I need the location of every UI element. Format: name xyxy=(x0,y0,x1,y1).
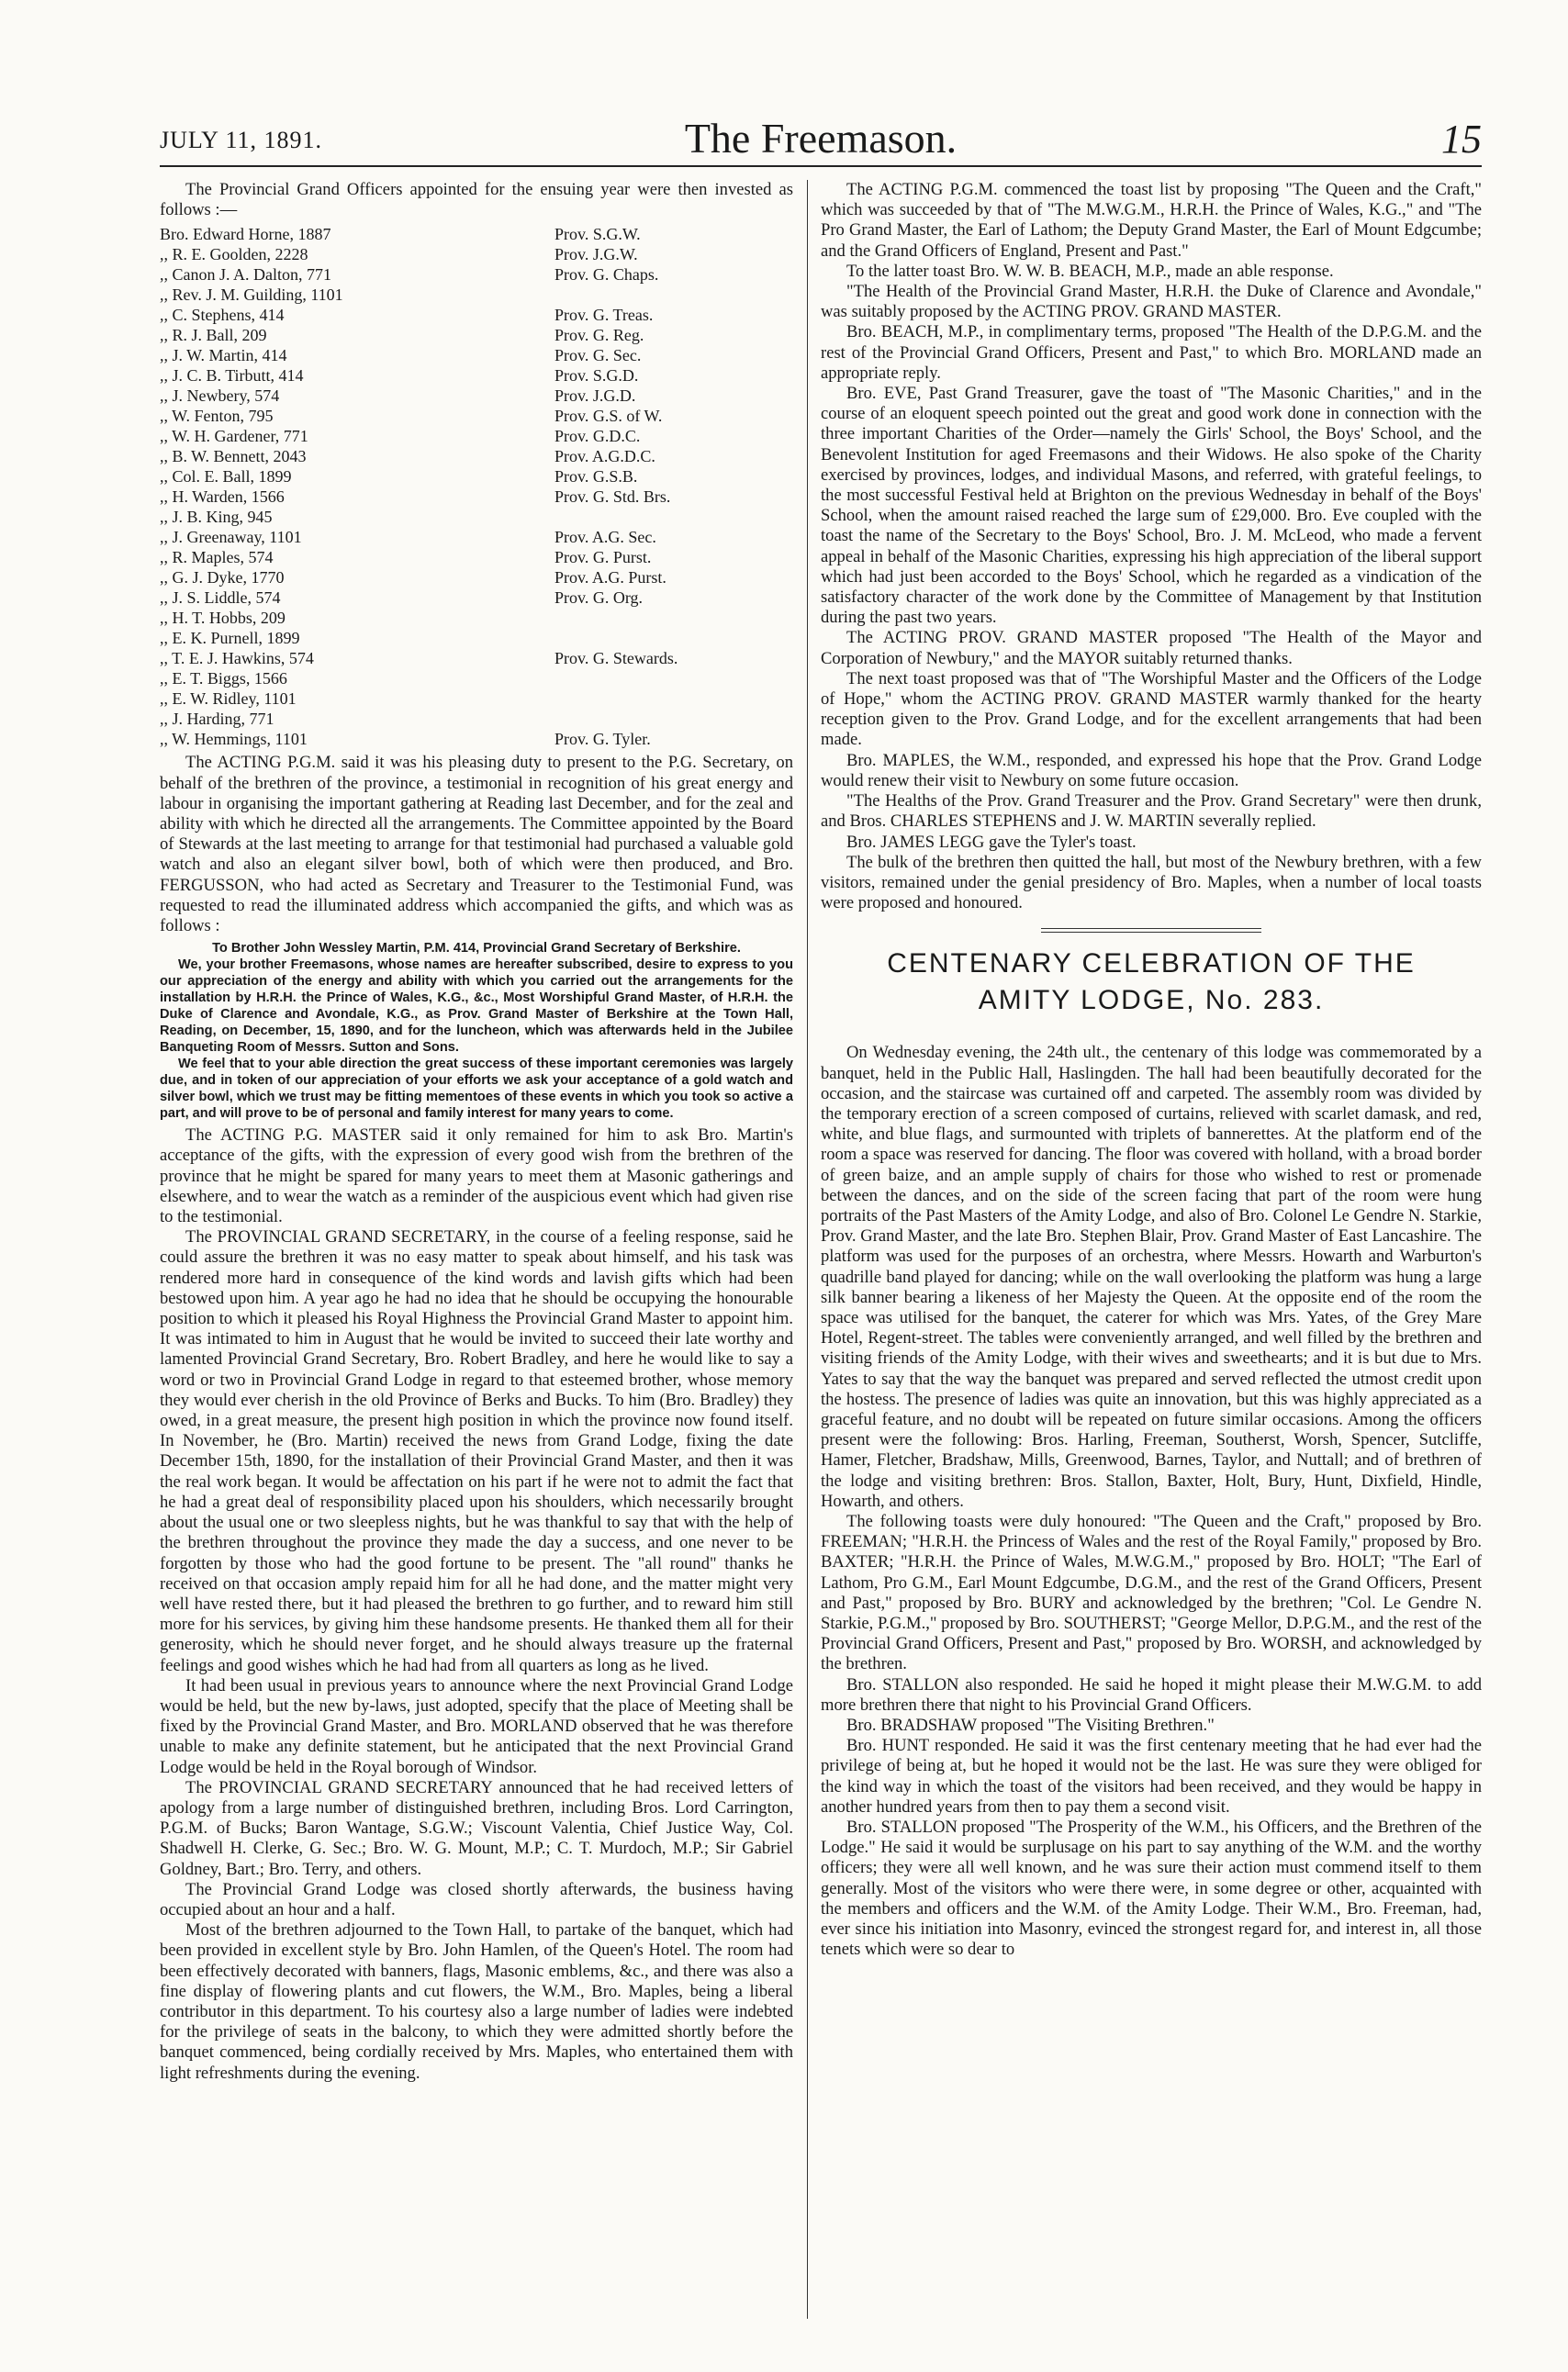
officer-name: ,, Col. E. Ball, 1899 xyxy=(160,467,292,487)
officer-office: Prov. G. Purst. xyxy=(554,548,652,567)
officer-office xyxy=(554,709,793,729)
paragraph: Bro. EVE, Past Grand Treasurer, gave the toast of "The Masonic Charities," and in the course of an eloquent speech pointed out the great and good work done in connection with the three important Charities of the Order—namely the Girls' School, the Boys' School, and the Benevolent Institution for aged Freemasons and their Widows. He also spoke of the Charity exercised by provinces, lodges, and individual Masons, and referred, with grateful feelings, to the most successful Festival held at Brighton on the previous Wednesday in behalf of the Boys' School, when the amount raised reached the large sum of £29,000. Bro. Eve coupled with the toast the name of the Secretary to the Boys' School, Bro. J. M. McLeod, who made a fervent appeal in behalf of the Masonic Charities, expressing his high appreciation of the liberal support which had just been accorded to the Boys' School, which he regarded as a vindication of the satisfactory character of the work done by the Committee of Management by that Institution during the past two years. xyxy=(821,384,1482,628)
officer-office: Prov. G. Tyler. xyxy=(554,730,651,749)
officer-row xyxy=(160,668,793,688)
paragraph: The PROVINCIAL GRAND SECRETARY announced that he had received letters of apology from a large number of distinguished brethren, including Bros. Lord Carrington, P.G.M. of Bucks; Baron Wantage, S.G.W.; Viscount Valentia, Chief Justice Way, Col. Shadwell H. Clerke, G. Sec.; Bro. W. G. Mount, M.P.; C. T. Murdoch, M.P.; Sir Gabriel Goldney, Bart.; Bro. Terry, and others. xyxy=(160,1777,793,1879)
officer-office: Prov. G. Std. Brs. xyxy=(554,487,671,507)
officer-row xyxy=(160,709,793,729)
officer-row xyxy=(160,406,793,426)
page-header xyxy=(160,110,1482,167)
paragraph: Bro. BEACH, M.P., in complimentary terms, proposed "The Health of the D.P.G.M. and the rest of the Provincial Grand Officers, Present and Past," to which Bro. MORLAND made an appropriate reply. xyxy=(821,322,1482,383)
paragraph: To the latter toast Bro. W. W. B. BEACH, M.P., made an able response. xyxy=(846,261,1334,281)
officer-name: ,, J. B. King, 945 xyxy=(160,508,273,527)
officer-row xyxy=(160,305,793,325)
paragraph: The ACTING P.G. MASTER said it only remained for him to ask Bro. Martin's acceptance of the gifts, with the expression of every good wish from the brethren of the province that he might be spared for many years to meet them at Masonic gatherings and elsewhere, and to wear the watch as a reminder of the auspicious event which had given rise to the testimonial. xyxy=(160,1125,793,1227)
officer-name: ,, J. Greenaway, 1101 xyxy=(160,528,302,547)
officer-row xyxy=(160,507,793,527)
officer-row xyxy=(160,487,793,507)
officer-office: Prov. J.G.W. xyxy=(554,245,638,264)
officer-row xyxy=(160,426,793,446)
masthead-title: The Freemason. xyxy=(684,115,958,162)
officers-list xyxy=(160,224,793,749)
officer-name: ,, J. W. Martin, 414 xyxy=(160,346,287,365)
officer-office xyxy=(554,285,793,305)
paragraph: The bulk of the brethren then quitted the hall, but most of the Newbury brethren, with a few visitors, remained under the genial presidency of Bro. Maples, when a number of local toasts were proposed and honoured. xyxy=(821,852,1482,913)
officer-row xyxy=(160,264,793,285)
officer-name: ,, R. Maples, 574 xyxy=(160,548,274,567)
paragraph: Bro. BRADSHAW proposed "The Visiting Brethren." xyxy=(846,1716,1215,1736)
officer-row xyxy=(160,648,793,668)
officer-office: Prov. A.G. Sec. xyxy=(554,528,656,547)
officer-row xyxy=(160,567,793,587)
officer-name: ,, Canon J. A. Dalton, 771 xyxy=(160,265,331,285)
officer-name: ,, H. Warden, 1566 xyxy=(160,487,285,507)
officer-office: Prov. G. Reg. xyxy=(554,326,644,345)
officer-office: Prov. G. Treas. xyxy=(554,306,654,325)
officer-row xyxy=(160,244,793,264)
right-column xyxy=(821,180,1482,2328)
paragraph: The ACTING P.G.M. said it was his pleasing duty to present to the P.G. Secretary, on behalf of the brethren of the province, a testimonial in recognition of his great energy and labour in organising the important gathering at Reading last December, and for the zeal and ability with which he directed all the arrangements. The Committee appointed by the Board of Stewards at the last meeting to arrange for that testimonial had purchased a valuable gold watch and also an elegant silver bowl, both of which were then produced, and Bro. FERGUSSON, who had acted as Secretary and Treasurer to the Testimonial Fund, was requested to read the illuminated address which accompanied the gifts, and which was as follows : xyxy=(160,753,793,936)
paragraph: The next toast proposed was that of "The Worshipful Master and the Officers of the Lodge of Hope," whom the ACTING PROV. GRAND MASTER warmly thanked for the hearty reception given to the Prov. Grand Lodge, and for the excellent arrangements that had been made. xyxy=(821,668,1482,750)
officer-name: ,, J. Newbery, 574 xyxy=(160,386,280,406)
officer-name: ,, J. S. Liddle, 574 xyxy=(160,588,281,608)
paragraph: "The Healths of the Prov. Grand Treasurer and the Prov. Grand Secretary" were then drunk, and Bros. CHARLES STEPHENS and J. W. MARTIN severally replied. xyxy=(821,791,1482,832)
officer-row xyxy=(160,729,793,749)
officer-office: Prov. J.G.D. xyxy=(554,386,636,406)
officer-row xyxy=(160,446,793,466)
officer-row xyxy=(160,386,793,406)
paragraph: Bro. MAPLES, the W.M., responded, and expressed his hope that the Prov. Grand Lodge would renew their visit to Newbury on some future occasion. xyxy=(821,750,1482,790)
address-recipient: To Brother John Wessley Martin, P.M. 414, Provincial Grand Secretary of Berkshire. xyxy=(212,941,741,957)
page-number: 15 xyxy=(1441,117,1482,162)
officer-office: Prov. G. Org. xyxy=(554,588,644,608)
officers-intro: The Provincial Grand Officers appointed for the ensuing year were then invested as follows :— xyxy=(160,180,793,220)
column-rule xyxy=(807,180,808,2319)
officer-office xyxy=(554,668,793,688)
officer-office: Prov. A.G.D.C. xyxy=(554,447,655,466)
officer-name: Bro. Edward Horne, 1887 xyxy=(160,225,331,244)
paragraph: The Provincial Grand Lodge was closed shortly afterwards, the business having occupied about an hour and a half. xyxy=(160,1879,793,1919)
officer-row xyxy=(160,628,793,648)
officer-row xyxy=(160,224,793,244)
officer-name: ,, T. E. J. Hawkins, 574 xyxy=(160,649,314,668)
address-paragraph: We feel that to your able direction the great success of these important ceremonies was largely due, and in token of our appreciation of your efforts we ask your acceptance of a gold watch and silver bowl, which we trust may be fitting mementoes of these events in which you took so active a part, and will prove to be of personal and family interest for many years to come. xyxy=(160,1057,793,1122)
officer-name: ,, W. H. Gardener, 771 xyxy=(160,427,308,446)
officer-name: ,, W. Hemmings, 1101 xyxy=(160,730,308,749)
article-columns xyxy=(160,180,1482,2335)
paragraph: Bro. STALLON proposed "The Prosperity of the W.M., his Officers, and the Brethren of the Lodge." He said it would be surplusage on his part to say anything of the W.M. and the worthy officers; they were all well known, and he was sure their action must commend itself to them generally. Most of the visitors who were there were, in some degree or other, acquainted with the members and officers and the W.M. of the Amity Lodge. Their W.M., Bro. Freeman, had, ever since his initiation into Masonry, evinced the strongest regard for, and interest in, all those tenets which were so dear to xyxy=(821,1818,1482,1960)
officer-name: ,, R. J. Ball, 209 xyxy=(160,326,267,345)
paragraph: The ACTING P.G.M. commenced the toast list by proposing "The Queen and the Craft," which was succeeded by that of "The M.W.G.M., H.R.H. the Prince of Wales, K.G.," and "The Pro Grand Master, the Earl of Lathom; the Deputy Grand Master, the Earl of Mount Edgcumbe; and the Grand Officers of England, Present and Past." xyxy=(821,180,1482,261)
paragraph: The PROVINCIAL GRAND SECRETARY, in the course of a feeling response, said he could assure the brethren it was no easy matter to speak about himself, and his task was rendered more hard in consequence of the kind words and lavish gifts which had been bestowed upon him. A year ago he had no idea that he should be occupying the honourable position to which it pleased his Royal Highness the Provincial Grand Master to appoint him. It was intimated to him in August that he would be invited to succeed their late worthy and lamented Provincial Grand Secretary, Bro. Robert Bradley, and here he would like to say a word or two in Provincial Grand Lodge in regard to that esteemed brother, whose memory they would ever cherish in the old Province of Berks and Bucks. To him (Bro. Bradley) they owed, in a great measure, the present high position in which the province now found itself. In November, he (Bro. Martin) received the news from Grand Lodge, fixing the date December 15th, 1890, for the installation of their Provincial Grand Master, and then it was the real work began. It would be affectation on his part if he were not to admit the fact that he had a great deal of responsibility placed upon his shoulders, which necessarily brought about the usual one or two sleepless nights, but he was thankful to say that with the help of the brethren throughout the province they made the day a success, and one never to be forgotten by those who had the good fortune to be present. The "all round" thanks he received on that occasion amply repaid him for all he had done, and the matter might very well have rested there, but it had pleased the brethren to go further, and to reward him still more for his services, by giving him these handsome presents. He thanked them all for their generosity, which he should never forget, and he should always treasure up the fraternal feelings and good wishes which he had had from all quarters as long as he lived. xyxy=(160,1227,793,1675)
officer-row xyxy=(160,527,793,547)
officer-row xyxy=(160,285,793,305)
officer-office xyxy=(554,688,793,709)
officer-name: ,, E. T. Biggs, 1566 xyxy=(160,669,287,688)
officer-name: ,, J. Harding, 771 xyxy=(160,710,274,729)
section-separator xyxy=(1041,928,1261,933)
headline-line-1: CENTENARY CELEBRATION OF THE xyxy=(887,948,1416,979)
paragraph: Bro. STALLON also responded. He said he hoped it might please their M.W.G.M. to add more brethren there that night to his Provincial Grand Officers. xyxy=(821,1674,1482,1715)
illuminated-address xyxy=(160,940,793,1122)
officer-office xyxy=(554,507,793,527)
paragraph: On Wednesday evening, the 24th ult., the centenary of this lodge was commemorated by a banquet, held in the Public Hall, Haslingden. The hall had been beautifully decorated for the occasion, and the staircase was curtained off and carpeted. The assembly room was divided by the temporary erection of a screen composed of curtains, relieved with scarlet damask, and red, white, and blue flags, and surmounted with triplets of bannerettes. At the platform end of the room a space was reserved for dancing. The floor was covered with holland, with a broad border of green baize, and an ample supply of chairs for those who wished to rest or promenade between the dances, and on the side of the screen facing that part of the room were hung portraits of the Past Masters of the Amity Lodge, and also of Bro. Colonel Le Gendre N. Starkie, Prov. Grand Master, and the late Bro. Stephen Blair, Prov. Grand Master of East Lancashire. The platform was used for the purposes of an orchestra, where Messrs. Howarth and Warburton's quadrille band played for dancing; while on the wall overlooking the platform was hung a large silk banner bearing a likeness of her Majesty the Queen. At the opposite end of the room the space was utilised for the banquet, the caterer for which was Mrs. Yates, of the Grey Mare Hotel, Regent-street. The tables were conveniently arranged, and well filled by the brethren and visiting friends of the Amity Lodge, with their wives and sweethearts; and it is but due to Mrs. Yates to say that the way the banquet was prepared and served reflected the utmost credit upon the hostess. The presence of ladies was quite an innovation, but this was highly appreciated as a graceful feature, and no doubt will be repeated on future similar occasions. Among the officers present were the following: Bros. Harling, Freeman, Southerst, Worsh, Spencer, Sutcliffe, Hamer, Fletcher, Bradshaw, Mills, Greenwood, Barnes, Taylor, and Nuttall; and of brethren of the lodge and visiting brethren: Bros. Stallon, Baxter, Holt, Bury, Hunt, Dixfield, Hindle, Howarth, and others. xyxy=(821,1043,1482,1511)
officer-office: Prov. G.S. of W. xyxy=(554,407,663,426)
officer-name: ,, J. C. B. Tirbutt, 414 xyxy=(160,366,304,386)
officer-office: Prov. S.G.W. xyxy=(554,225,641,244)
officer-name: ,, G. J. Dyke, 1770 xyxy=(160,568,285,587)
officer-name: ,, C. Stephens, 414 xyxy=(160,306,285,325)
headline-line-2: AMITY LODGE, No. 283. xyxy=(978,985,1325,1016)
officer-office: Prov. S.G.D. xyxy=(554,366,639,386)
officer-row xyxy=(160,688,793,709)
officer-row xyxy=(160,608,793,628)
officer-office: Prov. G.S.B. xyxy=(554,467,638,487)
officer-name: ,, E. W. Ridley, 1101 xyxy=(160,689,297,709)
left-column xyxy=(160,180,793,2328)
officer-office: Prov. G. Chaps. xyxy=(554,265,659,285)
officer-name: ,, H. T. Hobbs, 209 xyxy=(160,609,286,628)
officer-row xyxy=(160,325,793,345)
address-paragraph: We, your brother Freemasons, whose names are hereafter subscribed, desire to express to you our appreciation of the energy and ability with which you carried out the arrangements for the installation by H.R.H. the Prince of Wales, K.G., &c., Most Worshipful Grand Master, of H.R.H. the Duke of Clarence and Avondale, K.G., as Prov. Grand Master of Berkshire at the Town Hall, Reading, on December, 15, 1890, and for the luncheon, which was afterwards held in the Jubilee Banqueting Room of Messrs. Sutton and Sons. xyxy=(160,957,793,1056)
officer-name: ,, R. E. Goolden, 2228 xyxy=(160,245,308,264)
officer-row xyxy=(160,547,793,567)
officer-name: ,, Rev. J. M. Guilding, 1101 xyxy=(160,285,343,305)
officer-name: ,, E. K. Purnell, 1899 xyxy=(160,629,300,648)
officer-office xyxy=(554,608,793,628)
paragraph: The following toasts were duly honoured: "The Queen and the Craft," proposed by Bro. FREEMAN; "H.R.H. the Princess of Wales and the rest of the Royal Family," proposed by Bro. BAXTER; "H.R.H. the Prince of Wales, M.W.G.M.," proposed by Bro. HOLT; "The Earl of Lathom, Pro G.M., Earl Mount Edgcumbe, D.G.M., and the rest of the Grand Officers, Present and Past," proposed by Bro. BURY and acknowledged by the brethren; "Col. Le Gendre N. Starkie, P.G.M.," proposed by Bro. SOUTHERST; "George Mellor, D.P.G.M., and the rest of the Provincial Grand Officers, Present and Past," proposed by Bro. WORSH, and acknowledged by the brethren. xyxy=(821,1511,1482,1674)
paragraph: Bro. JAMES LEGG gave the Tyler's toast. xyxy=(846,832,1137,852)
article-headline xyxy=(821,945,1482,1019)
paragraph: It had been usual in previous years to announce where the next Provincial Grand Lodge would be held, but the new by-laws, just adopted, specify that the place of Meeting shall be fixed by the Provincial Grand Master, and Bro. MORLAND observed that he was therefore unable to make any definite statement, but he anticipated that the next Provincial Grand Lodge would be held in the Royal borough of Windsor. xyxy=(160,1675,793,1777)
issue-date: JULY 11, 1891. xyxy=(160,127,323,153)
officer-name: ,, W. Fenton, 795 xyxy=(160,407,274,426)
officer-office: Prov. A.G. Purst. xyxy=(554,568,666,587)
officer-office: Prov. G. Stewards. xyxy=(554,649,678,668)
paragraph: Bro. HUNT responded. He said it was the first centenary meeting that he had ever had the privilege of being at, but he hoped it would not be the last. He was sure they were obliged for the kind way in which the toast of the visitors had been received, and they would be happy in another hundred years from then to pay them a second visit. xyxy=(821,1736,1482,1817)
officer-office: Prov. G. Sec. xyxy=(554,346,642,365)
officer-row xyxy=(160,345,793,365)
paragraph: Most of the brethren adjourned to the Town Hall, to partake of the banquet, which had been provided in excellent style by Bro. John Hamlen, of the Queen's Hotel. The room had been effectively decorated with banners, flags, Masonic emblems, &c., and there was also a fine display of flowering plants and cut flowers, the W.M., Bro. Maples, being a liberal contributor in this department. To his courtesy also a large number of ladies were indebted for the privilege of seats in the balcony, to which they were admitted shortly before the banquet commenced, being cordially received by Mrs. Maples, who entertained them with light refreshments during the evening. xyxy=(160,1920,793,2083)
officer-row xyxy=(160,466,793,487)
paragraph: "The Health of the Provincial Grand Master, H.R.H. the Duke of Clarence and Avondale," was suitably proposed by the ACTING PROV. GRAND MASTER. xyxy=(821,282,1482,322)
officer-name: ,, B. W. Bennett, 2043 xyxy=(160,447,307,466)
officer-office xyxy=(554,628,793,648)
officer-row xyxy=(160,365,793,386)
officer-row xyxy=(160,587,793,608)
officer-office: Prov. G.D.C. xyxy=(554,427,641,446)
paragraph: The ACTING PROV. GRAND MASTER proposed "The Health of the Mayor and Corporation of Newbury," and the MAYOR suitably returned thanks. xyxy=(821,628,1482,668)
